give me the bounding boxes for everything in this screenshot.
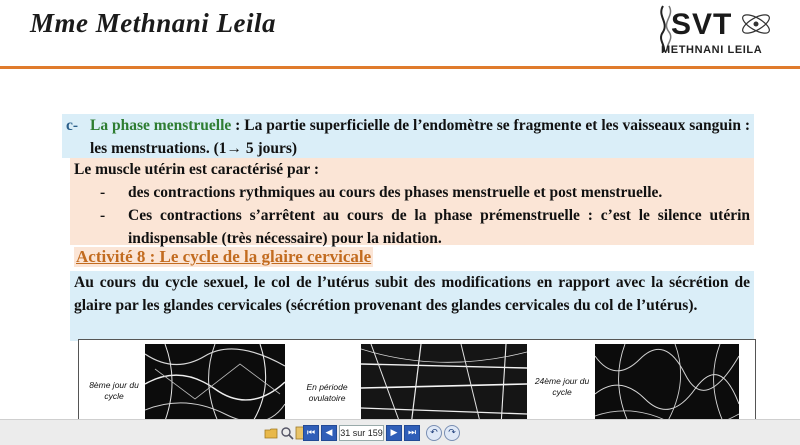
muscle-intro: Le muscle utérin est caractérisé par : — [74, 161, 320, 178]
bullet-dash: - — [100, 207, 106, 224]
figure-label-day-24: 24ème jour du cycle — [534, 376, 590, 397]
bullet-text: des contractions rythmiques au cours des phases menstruelle et post menstruelle. — [128, 184, 663, 201]
menstrual-phase-box — [62, 114, 754, 158]
menstrual-phase-title: La phase menstruelle — [90, 117, 232, 134]
prev-page-button[interactable] — [321, 425, 337, 441]
figure-label-day-8: 8ème jour du cycle — [89, 380, 139, 401]
first-page-icon: ⏮ — [306, 428, 316, 438]
uterine-muscle-box — [70, 158, 754, 245]
cervical-mucus-figure — [78, 339, 756, 429]
bullet-text: Ces contractions s’arrêtent au cours de la phase prémenstruelle : c’est le silence utérin indispensable (très nécessaire) pour la nidation. — [128, 207, 750, 247]
activity-text-box — [70, 271, 754, 341]
last-page-button[interactable] — [404, 425, 420, 441]
logo-text: SVT — [671, 8, 733, 41]
forward-button[interactable] — [444, 425, 460, 441]
slide-content — [0, 69, 800, 419]
prev-page-icon: ◀ — [325, 428, 333, 438]
next-page-button[interactable] — [386, 425, 402, 441]
menstrual-phase-description: : La partie superficielle de l’endomètre se fragmente et les vaisseaux sanguin : les menstruations. (1→ 5 jours) — [90, 117, 751, 157]
author-name: Mme Methnani Leila — [30, 8, 277, 38]
micrograph-day-24 — [595, 344, 739, 426]
back-icon: ↶ — [430, 428, 438, 438]
micrograph-day-8 — [145, 344, 285, 426]
zoom-icon[interactable] — [280, 425, 294, 441]
back-button[interactable] — [426, 425, 442, 441]
page-indicator-input[interactable]: 31 sur 159 — [339, 425, 384, 441]
menstrual-phase-text — [90, 114, 750, 160]
bullet-dash: - — [100, 184, 106, 201]
first-page-button[interactable] — [303, 425, 319, 441]
forward-icon: ↷ — [448, 428, 456, 438]
folder-icon[interactable] — [264, 425, 278, 441]
slide-header — [0, 0, 800, 66]
activity-title: Activité 8 : Le cycle de la glaire cervicale — [76, 247, 372, 266]
figure-label-ovulatory: En période ovulatoire — [306, 382, 348, 403]
activity-text: Au cours du cycle sexuel, le col de l’utérus subit des modifications en rapport avec la sécrétion de glaire par les glandes cervicales (sécrétion provenant des glandes cervicales du col de l’utérus). — [74, 274, 750, 314]
logo-name: METHNANI LEILA — [661, 44, 763, 56]
section-letter: c- — [66, 117, 79, 134]
micrograph-ovulatory — [361, 344, 527, 426]
last-page-icon: ⏭ — [407, 428, 417, 438]
pdf-viewer-toolbar — [0, 419, 800, 445]
next-page-icon: ▶ — [390, 428, 398, 438]
svt-logo — [655, 2, 780, 60]
